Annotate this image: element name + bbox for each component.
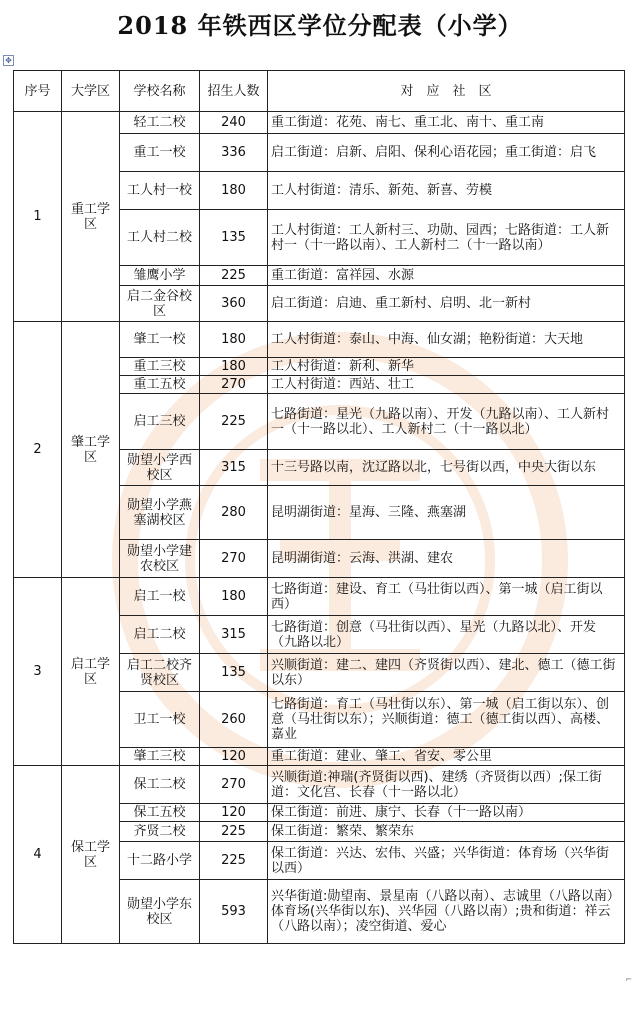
- enrollment-count: 225: [200, 822, 268, 842]
- community-list: 七路街道：建设、育工（马壮街以西）、第一城（启工街以西）: [268, 578, 625, 616]
- community-list: 保工街道：繁荣、繁荣东: [268, 822, 625, 842]
- district-index: 3: [14, 578, 62, 766]
- enrollment-count: 135: [200, 654, 268, 692]
- district-name: 启工学区: [62, 578, 120, 766]
- enrollment-count: 280: [200, 486, 268, 540]
- enrollment-count: 270: [200, 766, 268, 804]
- school-name: 齐贤二校: [120, 822, 200, 842]
- enrollment-count: 225: [200, 842, 268, 880]
- community-list: 昆明湖街道：星海、三隆、燕塞湖: [268, 486, 625, 540]
- school-name: 勋望小学建农校区: [120, 540, 200, 578]
- community-list: 七路街道：育工（马壮街以东）、第一城（启工街以东）、创意（马壮街以东）；兴顺街道：德工（德工街以西）、高楼、嘉业: [268, 692, 625, 748]
- school-name: 工人村二校: [120, 210, 200, 266]
- community-list: 兴顺街道：建二、建四（齐贤街以西）、建北、德工（德工街以东）: [268, 654, 625, 692]
- community-list: 保工街道：兴达、宏伟、兴盛；兴华街道：体育场（兴华街以西）: [268, 842, 625, 880]
- school-name: 十二路小学: [120, 842, 200, 880]
- community-list: 保工街道：前进、康宁、长春（十一路以南）: [268, 804, 625, 822]
- enrollment-count: 120: [200, 748, 268, 766]
- community-list: 七路街道：星光（九路以南）、开发（九路以南）、工人新村一（十一路以北）、工人新村二（十一路以北）: [268, 394, 625, 450]
- community-list: 工人村街道：泰山、中海、仙女湖；艳粉街道：大天地: [268, 322, 625, 358]
- school-name: 启工一校: [120, 578, 200, 616]
- community-list: 兴顺街道:神瑞(齐贤街以西)、建绣（齐贤街以西）;保工街道：文化宫、长春（十一路以北）: [268, 766, 625, 804]
- table-header-row: [14, 71, 625, 112]
- enrollment-count: 336: [200, 134, 268, 172]
- enrollment-count: 260: [200, 692, 268, 748]
- community-list: 工人村街道：新利、新华: [268, 358, 625, 376]
- community-list: 重工街道：建业、肇工、省安、零公里: [268, 748, 625, 766]
- school-name: 重工五校: [120, 376, 200, 394]
- community-list: 重工街道：富祥园、水源: [268, 266, 625, 286]
- school-name: 重工一校: [120, 134, 200, 172]
- school-name: 保工五校: [120, 804, 200, 822]
- enrollment-count: 180: [200, 172, 268, 210]
- enrollment-count: 135: [200, 210, 268, 266]
- enrollment-count: 225: [200, 266, 268, 286]
- enrollment-count: 120: [200, 804, 268, 822]
- table-row: [14, 322, 625, 358]
- header-count: 招生人数: [200, 71, 268, 112]
- district-index: 1: [14, 112, 62, 322]
- school-name: 保工二校: [120, 766, 200, 804]
- school-name: 轻工二校: [120, 112, 200, 134]
- community-list: 七路街道：创意（马壮街以西）、星光（九路以北）、开发（九路以北）: [268, 616, 625, 654]
- enrollment-count: 180: [200, 358, 268, 376]
- community-list: 兴华街道:勋望南、景星南（八路以南）、志诚里（八路以南）体育场(兴华街以东)、兴华园（八路以南）;贵和街道：祥云（八路以南）；凌空街道、爱心: [268, 880, 625, 944]
- table-row: [14, 766, 625, 804]
- district-name: 重工学区: [62, 112, 120, 322]
- school-name: 雏鹰小学: [120, 266, 200, 286]
- page-title: 2018 年铁西区学位分配表（小学）: [117, 11, 523, 40]
- school-name: 启工二校: [120, 616, 200, 654]
- community-list: 工人村街道：西站、壮工: [268, 376, 625, 394]
- school-name: 勋望小学东校区: [120, 880, 200, 944]
- header-district: 大学区: [62, 71, 120, 112]
- enrollment-count: 315: [200, 450, 268, 486]
- community-list: 十三号路以南，沈辽路以北，七号街以西，中央大街以东: [268, 450, 625, 486]
- table-row: [14, 578, 625, 616]
- district-index: 2: [14, 322, 62, 578]
- paragraph-mark-icon: ⌐: [625, 975, 632, 984]
- community-list: 工人村街道：清乐、新苑、新喜、劳模: [268, 172, 625, 210]
- table-move-handle-icon[interactable]: ✥: [3, 55, 14, 66]
- school-name: 勋望小学西校区: [120, 450, 200, 486]
- enrollment-count: 240: [200, 112, 268, 134]
- school-name: 勋望小学燕塞湖校区: [120, 486, 200, 540]
- school-name: 肇工一校: [120, 322, 200, 358]
- community-list: 启工街道：启迪、重工新村、启明、北一新村: [268, 286, 625, 322]
- header-community: 对 应 社 区: [268, 71, 625, 112]
- district-name: 保工学区: [62, 766, 120, 944]
- school-name: 肇工三校: [120, 748, 200, 766]
- enrollment-count: 315: [200, 616, 268, 654]
- school-name: 重工三校: [120, 358, 200, 376]
- school-name: 工人村一校: [120, 172, 200, 210]
- community-list: 昆明湖街道：云海、洪湖、建农: [268, 540, 625, 578]
- school-name: 启工二校齐贤校区: [120, 654, 200, 692]
- community-list: 工人村街道：工人新村三、功勋、园西；七路街道：工人新村一（十一路以南）、工人新村二（十一路以南）: [268, 210, 625, 266]
- enrollment-count: 180: [200, 322, 268, 358]
- school-name: 启二金谷校区: [120, 286, 200, 322]
- district-index: 4: [14, 766, 62, 944]
- school-name: 卫工一校: [120, 692, 200, 748]
- district-name: 肇工学区: [62, 322, 120, 578]
- community-list: 重工街道：花苑、南七、重工北、南十、重工南: [268, 112, 625, 134]
- enrollment-count: 360: [200, 286, 268, 322]
- enrollment-count: 225: [200, 394, 268, 450]
- header-school: 学校名称: [120, 71, 200, 112]
- community-list: 启工街道：启新、启阳、保利心语花园；重工街道：启飞: [268, 134, 625, 172]
- enrollment-count: 270: [200, 376, 268, 394]
- header-index: 序号: [14, 71, 62, 112]
- enrollment-count: 270: [200, 540, 268, 578]
- enrollment-count: 593: [200, 880, 268, 944]
- school-allocation-table: [13, 70, 625, 944]
- table-row: [14, 112, 625, 134]
- enrollment-count: 180: [200, 578, 268, 616]
- school-name: 启工三校: [120, 394, 200, 450]
